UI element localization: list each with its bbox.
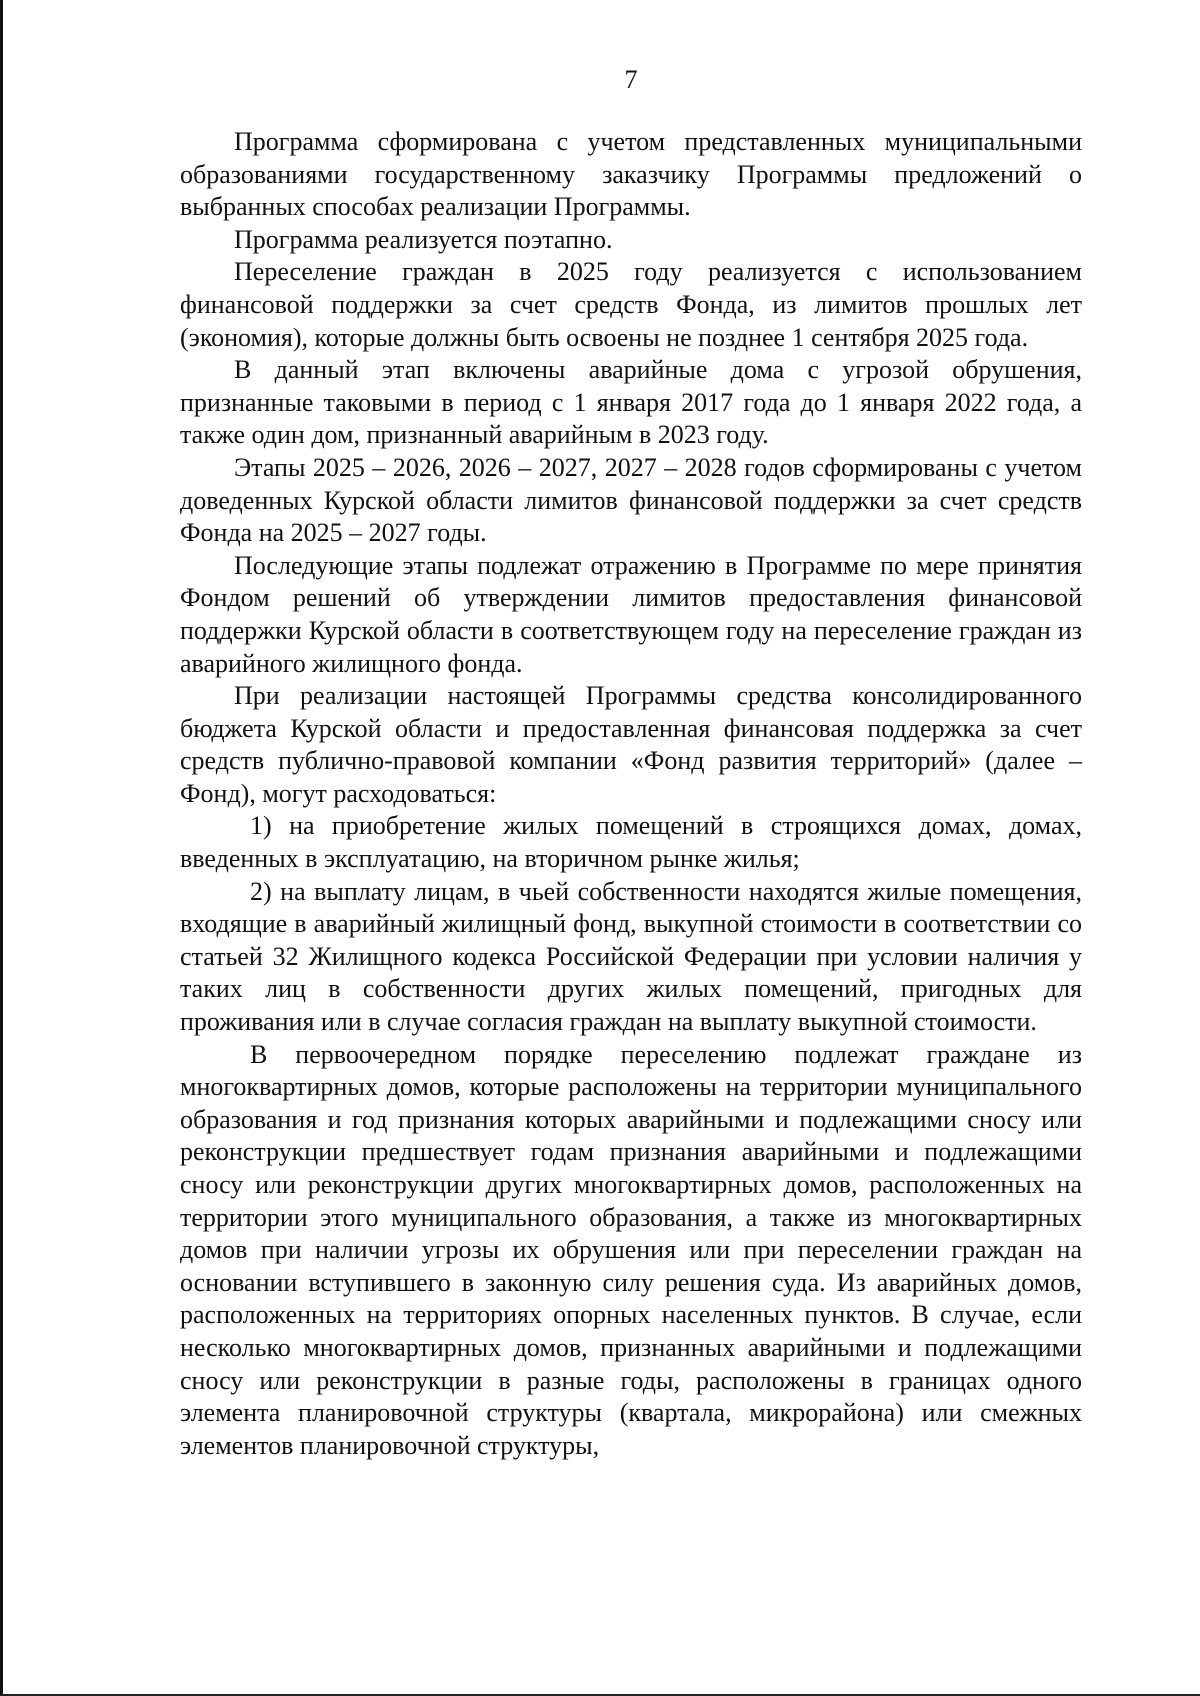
paragraph-stage-included-houses: В данный этап включены аварийные дома с угрозой обрушения, признанные таковыми в период с 1 января 2017 года до 1 января 2022 года, а также один дом, признанный аварийным в 2023 году.: [180, 355, 1082, 450]
paragraph-program-stages: Программа реализуется поэтапно.: [234, 224, 613, 254]
paragraph-stages-2025-2028: Этапы 2025 – 2026, 2026 – 2027, 2027 – 2028 годов сформированы с учетом доведенных Курской области лимитов финансовой поддержки за счет средств Фонда на 2025 – 2027 годы.: [180, 452, 1082, 548]
scan-edge-left: [0, 0, 3, 1696]
list-item-1: 1) на приобретение жилых помещений в строящихся домах, домах, введенных в эксплуатацию, на вторичном рынке жилья;: [180, 811, 1082, 874]
paragraph-subsequent-stages: Последующие этапы подлежат отражению в Программе по мере принятия Фондом решений об утверждении лимитов предоставления финансовой поддержки Курской области в соответствующем году на переселение граждан из аварийного жилищного фонда.: [180, 550, 1082, 678]
paragraph-resettlement-2025: Переселение граждан в 2025 году реализуется с использованием финансовой поддержки за счет средств Фонда, из лимитов прошлых лет (экономия), которые должны быть освоены не позднее 1 сентября 2025 года.: [180, 257, 1082, 352]
paragraph-funds-usage: При реализации настоящей Программы средства консолидированного бюджета Курской области и предоставленная финансовая поддержка за счет средств публично-правовой компании «Фонд развития территорий» (далее – Фонд), могут расходоваться:: [180, 681, 1082, 808]
list-item-2: 2) на выплату лицам, в чьей собственности находятся жилые помещения, входящие в аварийный жилищный фонд, выкупной стоимости в соответствии со статьей 32 Жилищного кодекса Российской Федерации при условии наличия у таких лиц в собственности других жилых помещений, пригодных для проживания или в случае согласия граждан на выплату выкупной стоимости.: [180, 876, 1082, 1037]
paragraph-program-formed: Программа сформирована с учетом представленных муниципальными образованиями государственному заказчику Программы предложений о выбранных способах реализации Программы.: [180, 127, 1082, 222]
document-page: [180, 64, 1082, 1462]
paragraph-priority-resettlement: В первоочередном порядке переселению подлежат граждане из многоквартирных домов, которые расположены на территории муниципального образования и год признания которых аварийными и подлежащими сносу или реконструкции предшествует годам признания аварийными и подлежащими сносу или реконструкции других многоквартирных домов, расположенных на территории этого муниципального образования, а также из многоквартирных домов при наличии угрозы их обрушения или при переселении граждан на основании вступившего в законную силу решения суда. Из аварийных домов, расположенных на территориях опорных населенных пунктов. В случае, если несколько многоквартирных домов, признанных аварийными и подлежащими сносу или реконструкции в разные годы, расположены в границах одного элемента планировочной структуры (квартала, микрорайона) или смежных элементов планировочной структуры,: [180, 1039, 1082, 1460]
page-number: 7: [624, 65, 638, 94]
